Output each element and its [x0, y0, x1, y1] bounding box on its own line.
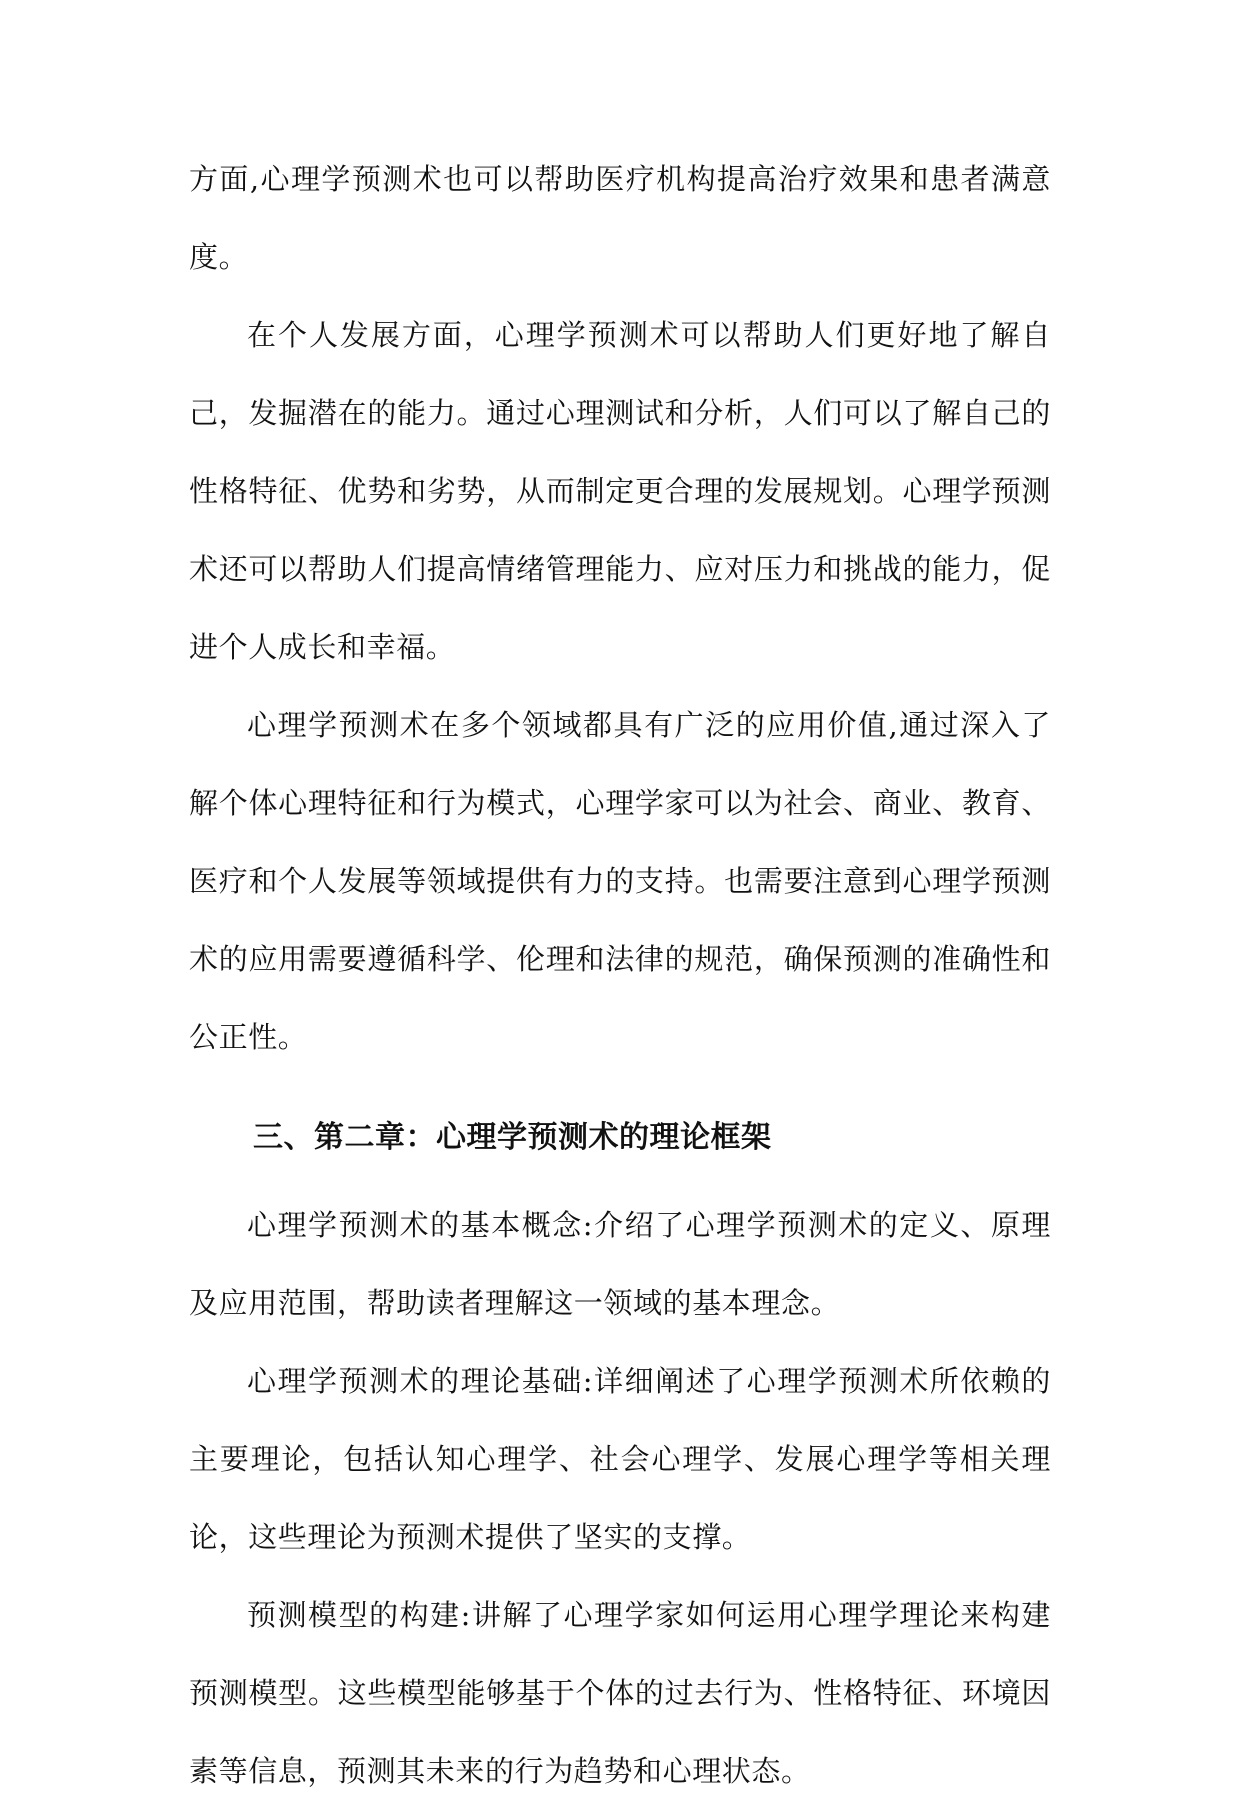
- document-body: [189, 140, 1051, 1810]
- paragraph-model-construction: 预测模型的构建:讲解了心理学家如何运用心理学理论来构建预测模型。这些模型能够基于个体的过去行为、性格特征、环境因素等信息，预测其未来的行为趋势和心理状态。: [189, 1598, 1051, 1788]
- paragraph-continuation: 方面,心理学预测术也可以帮助医疗机构提高治疗效果和患者满意度。: [189, 162, 1051, 274]
- chapter-heading: 三、第二章：心理学预测术的理论框架: [253, 1120, 772, 1155]
- paragraph-theoretical-foundation: 心理学预测术的理论基础:详细阐述了心理学预测术所依赖的主要理论，包括认知心理学、社会心理学、发展心理学等相关理论，这些理论为预测术提供了坚实的支撑。: [189, 1364, 1051, 1554]
- paragraph-basic-concepts: 心理学预测术的基本概念:介绍了心理学预测术的定义、原理及应用范围，帮助读者理解这一领域的基本理念。: [189, 1208, 1051, 1320]
- paragraph-personal-development: 在个人发展方面，心理学预测术可以帮助人们更好地了解自己，发掘潜在的能力。通过心理测试和分析，人们可以了解自己的性格特征、优势和劣势，从而制定更合理的发展规划。心理学预测术还可以帮助人们提高情绪管理能力、应对压力和挑战的能力，促进个人成长和幸福。: [189, 318, 1051, 664]
- paragraph-summary: 心理学预测术在多个领域都具有广泛的应用价值,通过深入了解个体心理特征和行为模式，心理学家可以为社会、商业、教育、医疗和个人发展等领域提供有力的支持。也需要注意到心理学预测术的应用需要遵循科学、伦理和法律的规范，确保预测的准确性和公正性。: [189, 708, 1051, 1054]
